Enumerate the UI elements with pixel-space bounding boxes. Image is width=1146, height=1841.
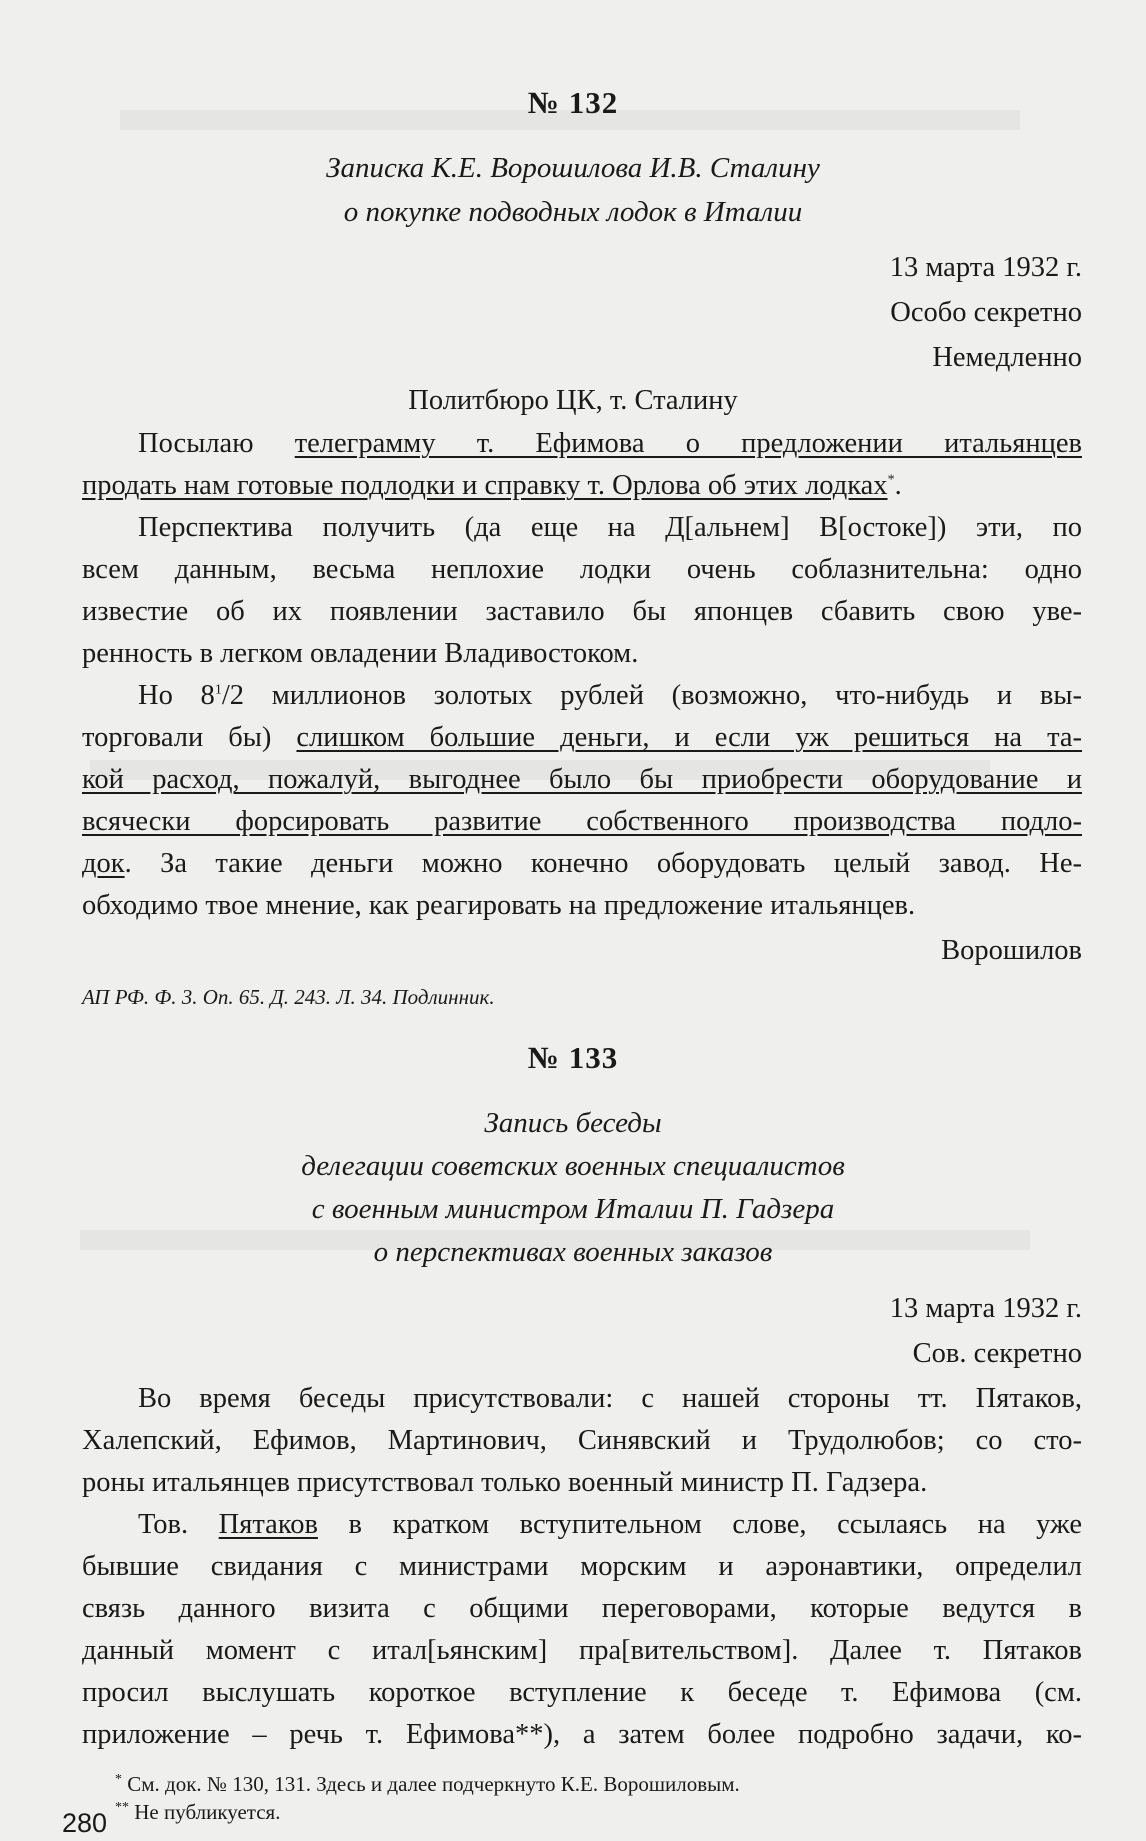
doc132-number: № 132 — [527, 85, 619, 120]
fraction-superscript: 1 — [214, 682, 222, 698]
doc133-para2-line3: связь данного визита с общими переговорами, которые ведутся в — [82, 1593, 1082, 1624]
doc133-para2-line1 — [82, 1509, 1082, 1541]
doc132-para1-line2 — [82, 470, 1082, 502]
footnote-2 — [115, 1800, 280, 1825]
footnote-text: См. док. № 130, 131. Здесь и далее подчеркнуто К.Е. Ворошиловым. — [127, 1772, 740, 1796]
doc133-title-line-2: делегации советских военных специалистов — [301, 1150, 845, 1182]
doc133-title-line-3: с военным министром Италии П. Гадзера — [311, 1193, 835, 1225]
doc133-title-line-1: Запись беседы — [484, 1107, 662, 1139]
doc132-date: 13 марта 1932 г. — [889, 252, 1082, 283]
doc133-para2-line5: просил выслушать короткое вступление к беседе т. Ефимова (см. — [82, 1677, 1082, 1708]
text-span: Посылаю — [138, 428, 295, 459]
text-span: Тов. — [138, 1509, 219, 1540]
doc132-signature: Ворошилов — [941, 935, 1082, 966]
footnote-mark: * — [115, 1772, 122, 1787]
doc133-para1-line3: роны итальянцев присутствовал только военный министр П. Гадзера. — [82, 1467, 928, 1498]
doc133-number: № 133 — [527, 1040, 619, 1075]
footnote-text: Не публикуется. — [134, 1800, 281, 1824]
doc132-urgency: Немедленно — [932, 342, 1082, 373]
doc133-para2-line4: данный момент с итал[ьянским] пра[вительством]. Далее т. Пятаков — [82, 1635, 1082, 1666]
text-span: /2 миллионов золотых рублей (возможно, что-нибудь и вы- — [221, 680, 1082, 711]
doc132-para1-line1 — [82, 428, 1082, 460]
text-span: торговали бы) — [82, 722, 297, 753]
doc132-para3-line2 — [82, 722, 1082, 754]
doc133-para2-line2: бывшие свидания с министрами морским и аэронавтики, определил — [82, 1551, 1082, 1582]
footnote-mark: ** — [115, 1800, 129, 1815]
doc132-para3-line5 — [82, 848, 1082, 880]
doc132-para3-line6: обходимо твое мнение, как реагировать на предложение итальянцев. — [82, 890, 916, 921]
doc133-para1-line1: Во время беседы присутствовали: с нашей стороны тт. Пятаков, — [138, 1383, 1082, 1414]
underlined-text: продать нам готовые подлодки и справку т. Орлова об этих лодках — [82, 470, 888, 501]
doc132-para2-line4: ренность в легком овладении Владивостоком. — [82, 638, 639, 669]
doc133-para2-line6: приложение – речь т. Ефимова**), а затем более подробно задачи, ко- — [82, 1719, 1082, 1750]
underlined-text: телеграмму т. Ефимова о предложении итальянцев — [294, 428, 1082, 459]
doc132-addressee: Политбюро ЦК, т. Сталину — [408, 385, 738, 416]
doc132-title-line-1: Записка К.Е. Ворошилова И.В. Сталину — [326, 152, 820, 184]
doc132-title-line-2: о покупке подводных лодок в Италии — [343, 196, 803, 228]
doc133-classification: Сов. секретно — [912, 1338, 1082, 1369]
underlined-text: слишком большие деньги, и если уж решиться на та- — [296, 722, 1083, 753]
text-span: . — [894, 470, 902, 501]
underlined-text: Пятаков — [218, 1509, 318, 1540]
doc133-para1-line2: Халепский, Ефимов, Мартинович, Синявский и Трудолюбов; со сто- — [82, 1425, 1082, 1456]
footnote-1 — [115, 1772, 740, 1797]
doc132-para3-line1 — [82, 680, 1082, 712]
underlined-text: кой расход, пожалуй, выгоднее было бы приобрести оборудование и — [82, 764, 1082, 795]
doc132-para2-line1: Перспектива получить (да еще на Д[альнем] В[остоке]) эти, по — [138, 512, 1082, 543]
page-number: 280 — [62, 1808, 108, 1838]
doc132-para3-line4 — [82, 806, 1082, 838]
footnote-marker: * — [887, 472, 895, 488]
doc133-title-line-4: о перспективах военных заказов — [373, 1236, 773, 1268]
doc132-para2-line3: известие об их появлении заставило бы японцев сбавить свою уве- — [82, 596, 1082, 627]
underlined-text: всячески форсировать развитие собственного производства подло- — [82, 806, 1082, 837]
text-span: . За такие деньги можно конечно оборудовать целый завод. Не- — [124, 848, 1082, 879]
text-span: Но 8 — [138, 680, 215, 711]
doc133-date: 13 марта 1932 г. — [889, 1293, 1082, 1324]
doc132-classification: Особо секретно — [890, 297, 1082, 328]
underlined-text: док — [82, 848, 125, 879]
doc132-para3-line3 — [82, 764, 1082, 796]
doc132-archive-source: АП РФ. Ф. 3. Оп. 65. Д. 243. Л. 34. Подлинник. — [82, 985, 495, 1009]
doc132-para2-line2: всем данным, весьма неплохие лодки очень соблазнительна: одно — [82, 554, 1082, 585]
text-span: в кратком вступительном слове, ссылаясь на уже — [317, 1509, 1083, 1540]
